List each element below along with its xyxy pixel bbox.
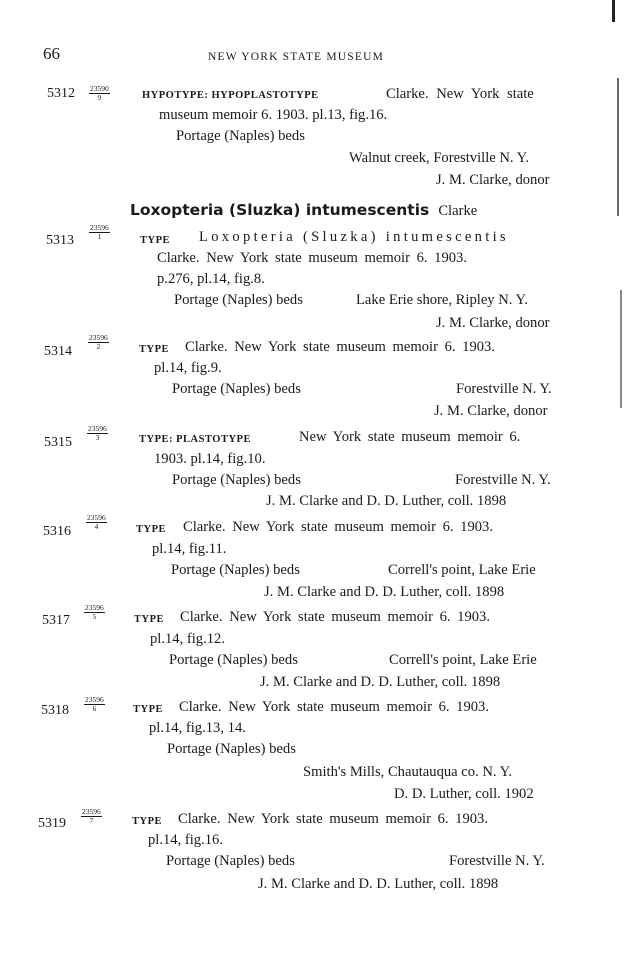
catalog-fraction (88, 334, 109, 351)
type-label: TYPE: PLASTOTYPE (139, 434, 251, 445)
fraction-denominator: 1 (97, 232, 102, 241)
locality: Forestville N. Y. (455, 472, 551, 488)
fraction-numerator: 23596 (89, 333, 108, 342)
fraction-numerator: 23596 (90, 223, 109, 232)
type-label: TYPE (134, 614, 165, 625)
catalog-fraction (84, 604, 105, 621)
citation-line: New York state museum memoir 6. (299, 429, 521, 445)
entry-number: 5315 (44, 435, 72, 450)
citation-line: pl.14, fig.12. (150, 631, 225, 647)
fraction-denominator: 3 (95, 433, 100, 442)
locality: Correll's point, Lake Erie (389, 652, 537, 668)
collector: J. M. Clarke and D. D. Luther, coll. 1898 (264, 584, 505, 600)
locality: Correll's point, Lake Erie (388, 562, 536, 578)
type-label: TYPE (133, 704, 164, 715)
collector: J. M. Clarke, donor (436, 315, 550, 331)
entry-number: 5312 (47, 86, 75, 101)
species-name: Loxopteria (Sluzka) intumescentis (130, 201, 430, 219)
citation-line: museum memoir 6. 1903. pl.13, fig.16. (159, 107, 388, 123)
formation: Portage (Naples) beds (172, 472, 301, 488)
entry-number: 5314 (44, 344, 72, 359)
catalog-fraction (89, 224, 110, 241)
fraction-numerator: 23596 (87, 513, 106, 522)
citation-line: Clarke. New York state museum memoir 6. 1903. (185, 339, 496, 355)
citation-line: Clarke. New York state museum memoir 6. 1903. (183, 519, 494, 535)
locality: Lake Erie shore, Ripley N. Y. (356, 292, 528, 308)
fraction-numerator: 23596 (88, 424, 107, 433)
type-label: TYPE (140, 235, 171, 246)
citation-line: Clarke. New York state (386, 86, 534, 102)
type-label: TYPE (136, 524, 167, 535)
entry-number: 5313 (46, 233, 74, 248)
citation-line: Clarke. New York state museum memoir 6. 1903. (178, 811, 489, 827)
fraction-denominator: 5 (92, 612, 97, 621)
section-heading (130, 200, 477, 220)
running-title: NEW YORK STATE MUSEUM (208, 51, 385, 63)
citation-line: pl.14, fig.13, 14. (149, 720, 246, 736)
formation: Portage (Naples) beds (174, 292, 303, 308)
formation: Portage (Naples) beds (176, 128, 305, 144)
citation-line: p.276, pl.14, fig.8. (157, 271, 265, 287)
citation-line: Clarke. New York state museum memoir 6. 1903. (157, 250, 468, 266)
fraction-numerator: 23596 (85, 603, 104, 612)
page-number: 66 (43, 44, 60, 63)
formation: Portage (Naples) beds (171, 562, 300, 578)
collector: J. M. Clarke and D. D. Luther, coll. 1898 (266, 493, 507, 509)
citation-line: pl.14, fig.16. (148, 832, 223, 848)
citation-line: Clarke. New York state museum memoir 6. 1903. (180, 609, 491, 625)
type-label: TYPE (132, 816, 163, 827)
fraction-denominator: 2 (96, 342, 101, 351)
scan-edge-mark (612, 0, 615, 22)
locality: Smith's Mills, Chautauqua co. N. Y. (303, 764, 512, 780)
collector: J. M. Clarke and D. D. Luther, coll. 1898 (260, 674, 501, 690)
catalog-fraction (84, 696, 105, 713)
fraction-numerator: 23590 (90, 84, 109, 93)
collector: J. M. Clarke, donor (434, 403, 548, 419)
entry-number: 5318 (41, 703, 69, 718)
fraction-numerator: 23596 (82, 807, 101, 816)
citation-line: pl.14, fig.11. (152, 541, 227, 557)
fraction-denominator: 7 (89, 816, 94, 825)
catalog-fraction (81, 808, 102, 825)
locality: Walnut creek, Forestville N. Y. (349, 150, 529, 166)
collector: D. D. Luther, coll. 1902 (394, 786, 534, 802)
formation: Portage (Naples) beds (166, 853, 295, 869)
citation-line: Loxopteria (Sluzka) intumescentis (199, 229, 509, 245)
formation: Portage (Naples) beds (167, 741, 296, 757)
collector: J. M. Clarke, donor (436, 172, 550, 188)
catalog-fraction (87, 425, 108, 442)
fraction-denominator: 9 (97, 93, 102, 102)
species-author: Clarke (438, 203, 478, 219)
catalog-fraction (86, 514, 107, 531)
citation-line: pl.14, fig.9. (154, 360, 222, 376)
entry-number: 5319 (38, 816, 66, 831)
type-label: TYPE (139, 344, 170, 355)
collector: J. M. Clarke and D. D. Luther, coll. 1898 (258, 876, 499, 892)
citation-line: 1903. pl.14, fig.10. (154, 451, 266, 467)
entry-number: 5317 (42, 613, 70, 628)
scan-edge-mark (617, 78, 619, 216)
locality: Forestville N. Y. (449, 853, 545, 869)
locality: Forestville N. Y. (456, 381, 552, 397)
fraction-numerator: 23596 (85, 695, 104, 704)
fraction-denominator: 4 (94, 522, 99, 531)
entry-number: 5316 (43, 524, 71, 539)
formation: Portage (Naples) beds (169, 652, 298, 668)
fraction-denominator: 6 (92, 704, 97, 713)
catalog-fraction (89, 85, 110, 102)
scan-edge-mark (620, 290, 622, 408)
citation-line: Clarke. New York state museum memoir 6. 1903. (179, 699, 490, 715)
type-label: HYPOTYPE: HYPOPLASTOTYPE (142, 90, 319, 101)
formation: Portage (Naples) beds (172, 381, 301, 397)
